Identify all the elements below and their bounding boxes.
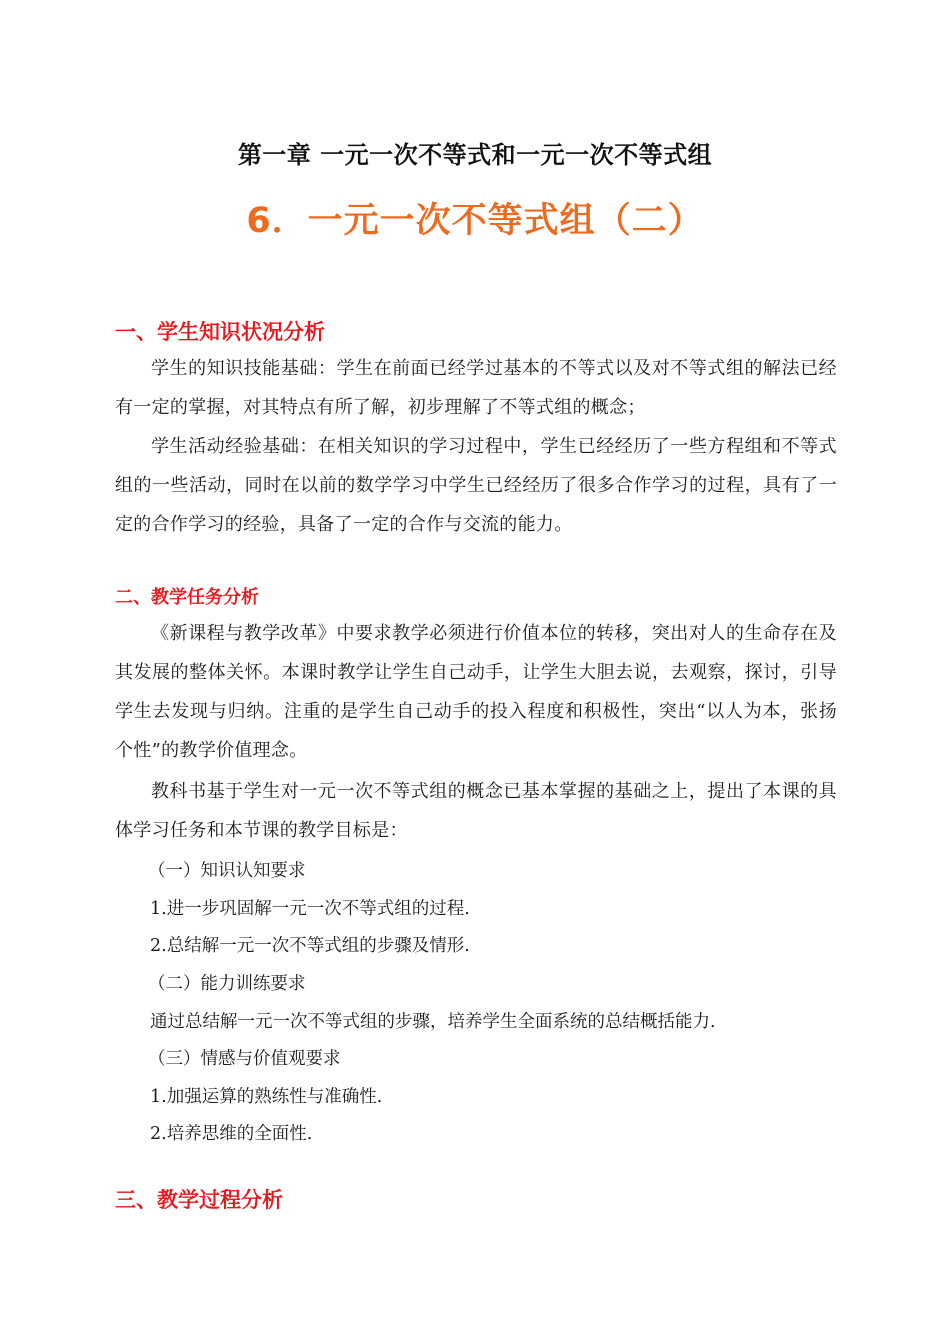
chapter-title: 第一章 一元一次不等式和一元一次不等式组 <box>237 141 713 169</box>
section2-paragraph-2: 教科书基于学生对一元一次不等式组的概念已基本掌握的基础之上，提出了本课的具体学习任务和本节课的教学目标是： <box>115 781 837 841</box>
section1-heading: 一、学生知识状况分析 <box>115 320 325 344</box>
section2-paragraph-1: 《新课程与教学改革》中要求教学必须进行价值本位的转移，突出对人的生命存在及其发展的整体关怀。本课时教学让学生自己动手，让学生大胆去说，去观察，探讨，引导学生去发现与归纳。注重的是学生自己动手的投入程度和积极性，突出“以人为本，张扬个性”的教学价值理念。 <box>115 623 837 761</box>
list-item: 1.进一步巩固解一元一次不等式组的过程. <box>150 899 470 919</box>
subheading-knowledge: （一）知识认知要求 <box>148 861 306 881</box>
section2-heading: 二、教学任务分析 <box>115 587 259 608</box>
section1-paragraph-1: 学生的知识技能基础：学生在前面已经学过基本的不等式以及对不等式组的解法已经有一定的掌握，对其特点有所了解，初步理解了不等式组的概念； <box>115 358 837 418</box>
list-item: 2.总结解一元一次不等式组的步骤及情形. <box>150 936 470 956</box>
section1-paragraph-2: 学生活动经验基础：在相关知识的学习过程中，学生已经经历了一些方程组和不等式组的一些活动，同时在以前的数学学习中学生已经经历了很多合作学习的过程，具有了一定的合作学习的经验，具备了一定的合作与交流的能力。 <box>115 436 837 535</box>
list-item: 2.培养思维的全面性. <box>150 1124 313 1144</box>
list-item: 1.加强运算的熟练性与准确性. <box>150 1087 383 1107</box>
subheading-ability: （二）能力训练要求 <box>148 974 306 994</box>
list-item: 通过总结解一元一次不等式组的步骤，培养学生全面系统的总结概括能力. <box>150 1012 716 1032</box>
section3-heading: 三、教学过程分析 <box>115 1188 283 1212</box>
subheading-emotion: （三）情感与价值观要求 <box>148 1049 341 1069</box>
lesson-title: 6．一元一次不等式组（二） <box>246 201 704 241</box>
